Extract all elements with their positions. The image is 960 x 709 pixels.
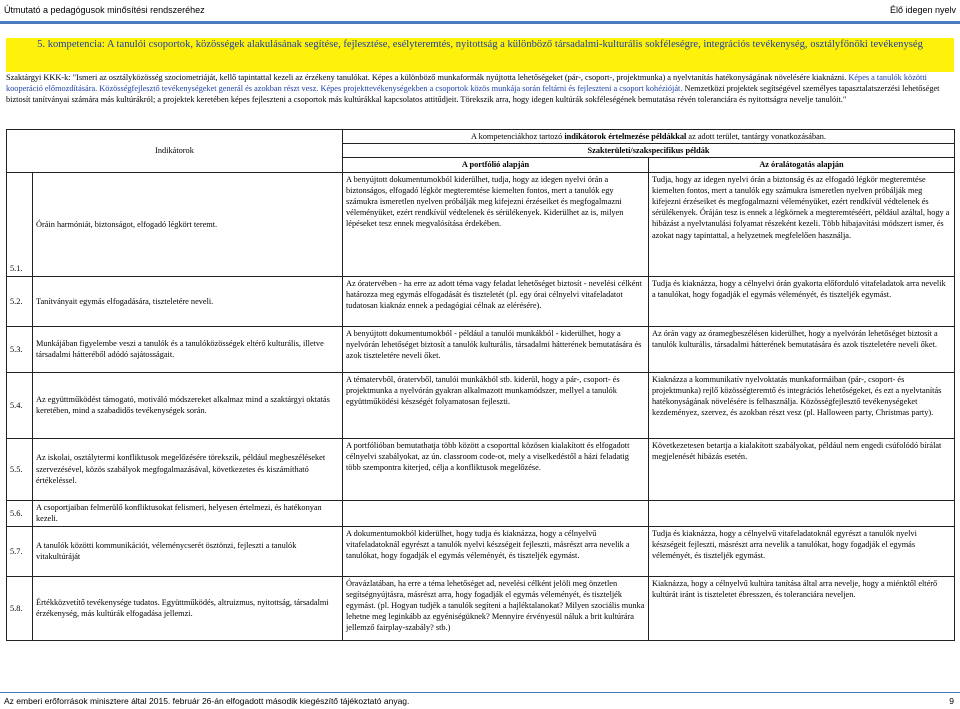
table-row (7, 500, 955, 526)
indicator-text: A tanulók közötti kommunikációt, véleménycserét ösztönzi, fejleszti a tanulók vitakultúráját (33, 526, 343, 576)
intro-text-highlighted: Képes a tanulók közötti kooperáció előmozdítására. Közösségfejlesztő tevékenységeket generál és azokban részt vesz. Képes projekttevékenységekben a csoportok közös munkája során feltárni és fejleszteni a csoport kohézióját. (6, 73, 927, 94)
observation-example: Kiaknázza, hogy a célnyelvű kultúra tanítása által arra nevelje, hogy a miénktől eltérő kultúrát iránt is tiszteletet ébresszen, és toleranciára neveljen. (649, 576, 955, 640)
portfolio-example: A benyújtott dokumentumokból - például a tanulói munkákból - kiderülhet, hogy a nyelvórán lehetőséget biztosít a tanulók kulturális, társadalmi hátterének bemutatására és azok tiszteletére neveli őket. (343, 326, 649, 372)
intro-text-part2: Nemzetközi projektek segítségével személyes tapasztalatszerzési lehetőséget biztosít tanítványai számára más kultúrákról; a projektek keretében képes fejleszteni a csoportok más kultúrákkal kapcsolatos attitűdjeit. Törekszik arra, hogy idegen kultúrák sokféleségének bemutatása révén toleranciára és nyitottságra nevelje tanulóit." (6, 84, 940, 105)
observation-column-header: Az óralátogatás alapján (649, 158, 955, 172)
portfolio-example: A dokumentumokból kiderülhet, hogy tudja és kiaknázza, hogy a célnyelvű vitafeladatoknál egyrészt a tanulók nyelvi készségeit fejleszti, másrészt arra nevelik a tanulókat, hogy fogadják el egymás véleményét, és tiszteljék egymást. (343, 526, 649, 576)
row-number: 5.7. (7, 526, 33, 576)
row-number: 5.5. (7, 438, 33, 500)
examples-header: Szakterületi/szakspecifikus példák (343, 144, 955, 158)
table-row (7, 526, 955, 576)
observation-example: Következetesen betartja a kialakított szabályokat, például nem engedi csúfolódó bírálat megjelenését hibázás esetén. (649, 438, 955, 500)
table-row (7, 326, 955, 372)
portfolio-column-header: A portfólió alapján (343, 158, 649, 172)
indicator-text: Az együttműködést támogató, motiváló módszereket alkalmaz mind a szaktárgyi oktatás keretében, mind a szabadidős tevékenységek során. (33, 372, 343, 438)
indicator-text: Az iskolai, osztálytermi konfliktusok megelőzésére törekszik, például megbeszéléseket szervezésével, közös szabályok megfogalmazásával, következetes és kiszámítható értékeléssel. (33, 438, 343, 500)
page-footer (0, 694, 960, 709)
intro-paragraph (6, 72, 954, 106)
page-number: 9 (949, 696, 954, 706)
observation-example: Tudja, hogy az idegen nyelvi órán a biztonság és az elfogadó légkör megteremtése kiemelten fontos, mert a tanulók egy számukra ismeretlen nyelven próbálják meg kifejezni érzéseiket és megfogalmazni véleményüket, ezért rendkívül védtelenek és sérülékenyek. Óráján tesz is ennek a légkörnek a megteremtéséért, például azáltal, hogy a hibázást a nyelvtanulási folyamat részeként kezeli. Több hibajavítási módszert ismer, és azokat nagy tapintattal, a helyzetnek megfelelően használja. (649, 172, 955, 276)
observation-example: Kiaknázza a kommunikatív nyelvoktatás munkaformáiban (pár-, csoport- és projektmunka) rejlő közösségteremtő és integrációs lehetőségeket, és ezt a nyelvtanítás hatékonyságának növelésére is felhasználja. Közösségfejlesztő tevékenységeket kezdeményez, szervez, és azokban részt vesz (pl. Halloween party, Christmas party). (649, 372, 955, 438)
indicator-text: Munkájában figyelembe veszi a tanulók és a tanulóközösségek eltérő kulturális, illetve társadalmi hátteréből adódó sajátosságait. (33, 326, 343, 372)
table-row (7, 172, 955, 276)
footer-source: Az emberi erőforrások minisztere által 2015. február 26-án elfogadott második kiegészítő tájékoztató anyag. (4, 696, 410, 706)
header-left-title: Útmutató a pedagógusok minősítési rendszeréhez (4, 5, 205, 15)
portfolio-example (343, 500, 649, 526)
observation-example (649, 500, 955, 526)
table-row (7, 372, 955, 438)
header-rule (0, 21, 960, 24)
table-row (7, 276, 955, 326)
competence-title: 5. kompetencia: A tanulói csoportok, közösségek alakulásának segítése, fejlesztése, esélyteremtés, nyitottság a különböző társadalmi-kulturális sokféleségre, integrációs tevékenység, osztályfőnöki tevékenység (6, 38, 954, 72)
indicator-table (6, 129, 955, 641)
portfolio-example: A benyújtott dokumentumokból kiderülhet, tudja, hogy az idegen nyelvi órán a biztonságos, elfogadó légkör megteremtése kiemelten fontos, mert a tanulók egy számukra ismeretlen nyelven próbálják meg kifejezni érzéseiket és megfogalmazni véleményüket, ezért rendkívül védtelenek és sérülékenyek. Kiderülhet az is, milyen lépéseket tesz ennek megvalósítása érdekében. (343, 172, 649, 276)
table-row (7, 438, 955, 500)
row-number: 5.8. (7, 576, 33, 640)
observation-example: Tudja és kiaknázza, hogy a célnyelvi órán gyakorta előforduló vitafeladatok arra nevelik a tanulókat, hogy fogadják el egymás véleményét, és tiszteljék egymást. (649, 276, 955, 326)
indicator-text: A csoportjaiban felmerülő konfliktusokat felismeri, helyesen értelmezi, és hatékonyan kezeli. (33, 500, 343, 526)
row-number: 5.4. (7, 372, 33, 438)
page-header (0, 0, 960, 22)
observation-example: Az órán vagy az óramegbeszélésen kiderülhet, hogy a nyelvórán lehetőséget biztosít a tanulók kulturális, társadalmi hátterének bemutatására és azok tiszteletére neveli őket. (649, 326, 955, 372)
portfolio-example: A portfólióban bemutathatja több között a csoporttal közösen kialakított és elfogadott célnyelvi szabályokat, az ún. classroom code-ot, mely a viselkedéstől a házi feladatig több szempontra kiterjed, célja a konfliktusok megelőzése. (343, 438, 649, 500)
portfolio-example: Az óratervében - ha erre az adott téma vagy feladat lehetőséget biztosít - nevelési célként határozza meg egymás elfogadását és tiszteletét (pl. egy órai célnyelvi vitafeladatot tudatosan kiaknáz ennek a pedagógiai célnak az elérésére). (343, 276, 649, 326)
row-number: 5.2. (7, 276, 33, 326)
indicator-text: Értékközvetítő tevékenysége tudatos. Együttműködés, altruizmus, nyitottság, társadalmi érzékenység, más kultúrák elfogadása jellemzi. (33, 576, 343, 640)
row-number: 5.6. (7, 500, 33, 526)
table-row (7, 576, 955, 640)
portfolio-example: A tématervből, óratervből, tanulói munkákból stb. kiderül, hogy a pár-, csoport- és projektmunka a nyelvórán gyakran alkalmazott munkamódszer, mellyel a tanulók együttműködési készségét folyamatosan fejleszti. (343, 372, 649, 438)
indicator-text: Tanítványait egymás elfogadására, tiszteletére neveli. (33, 276, 343, 326)
indicator-text: Óráin harmóniát, biztonságot, elfogadó légkört teremt. (33, 172, 343, 276)
interpretation-header: A kompetenciákhoz tartozó indikátorok értelmezése példákkal az adott terület, tantárgy vonatkozásában. (343, 130, 955, 144)
row-number: 5.3. (7, 326, 33, 372)
observation-example: Tudja és kiaknázza, hogy a célnyelvű vitafeladatoknál egyrészt a tanulók nyelvi készségeit fejleszti, másrészt arra nevelik a tanulókat, hogy fogadják el egymás véleményét, és tiszteljék egymást. (649, 526, 955, 576)
row-number: 5.1. (7, 172, 33, 276)
intro-text-part1: Szaktárgyi KKK-k: "Ismeri az osztályközösség szociometriáját, kellő tapintattal kezeli az érzékeny tanulókat. Képes a különböző munkaformák nyújtotta lehetőségeket (pár-, csoport-, projektmunka) a nyelvtanítás hatékonyságának növelésére kiaknázni. (6, 73, 847, 82)
indicators-header: Indikátorok (7, 130, 343, 173)
portfolio-example: Óravázlatában, ha erre a téma lehetőséget ad, nevelési célként jelöli meg önzetlen segítségnyújtásra, másrészt arra, hogy fogadják el egymás véleményét, és tiszteljék egymást. (pl. Hogyan tudjék a tanulók segíteni a hajléktalanokat? Milyen szociális munka lehetne meg leginkább az egyéniségüknek? Mennyire érvényesül náluk a brit kultúrára jellemző fairplay-szabály? stb.) (343, 576, 649, 640)
footer-rule (0, 692, 960, 693)
header-right-title: Élő idegen nyelv (889, 5, 956, 15)
